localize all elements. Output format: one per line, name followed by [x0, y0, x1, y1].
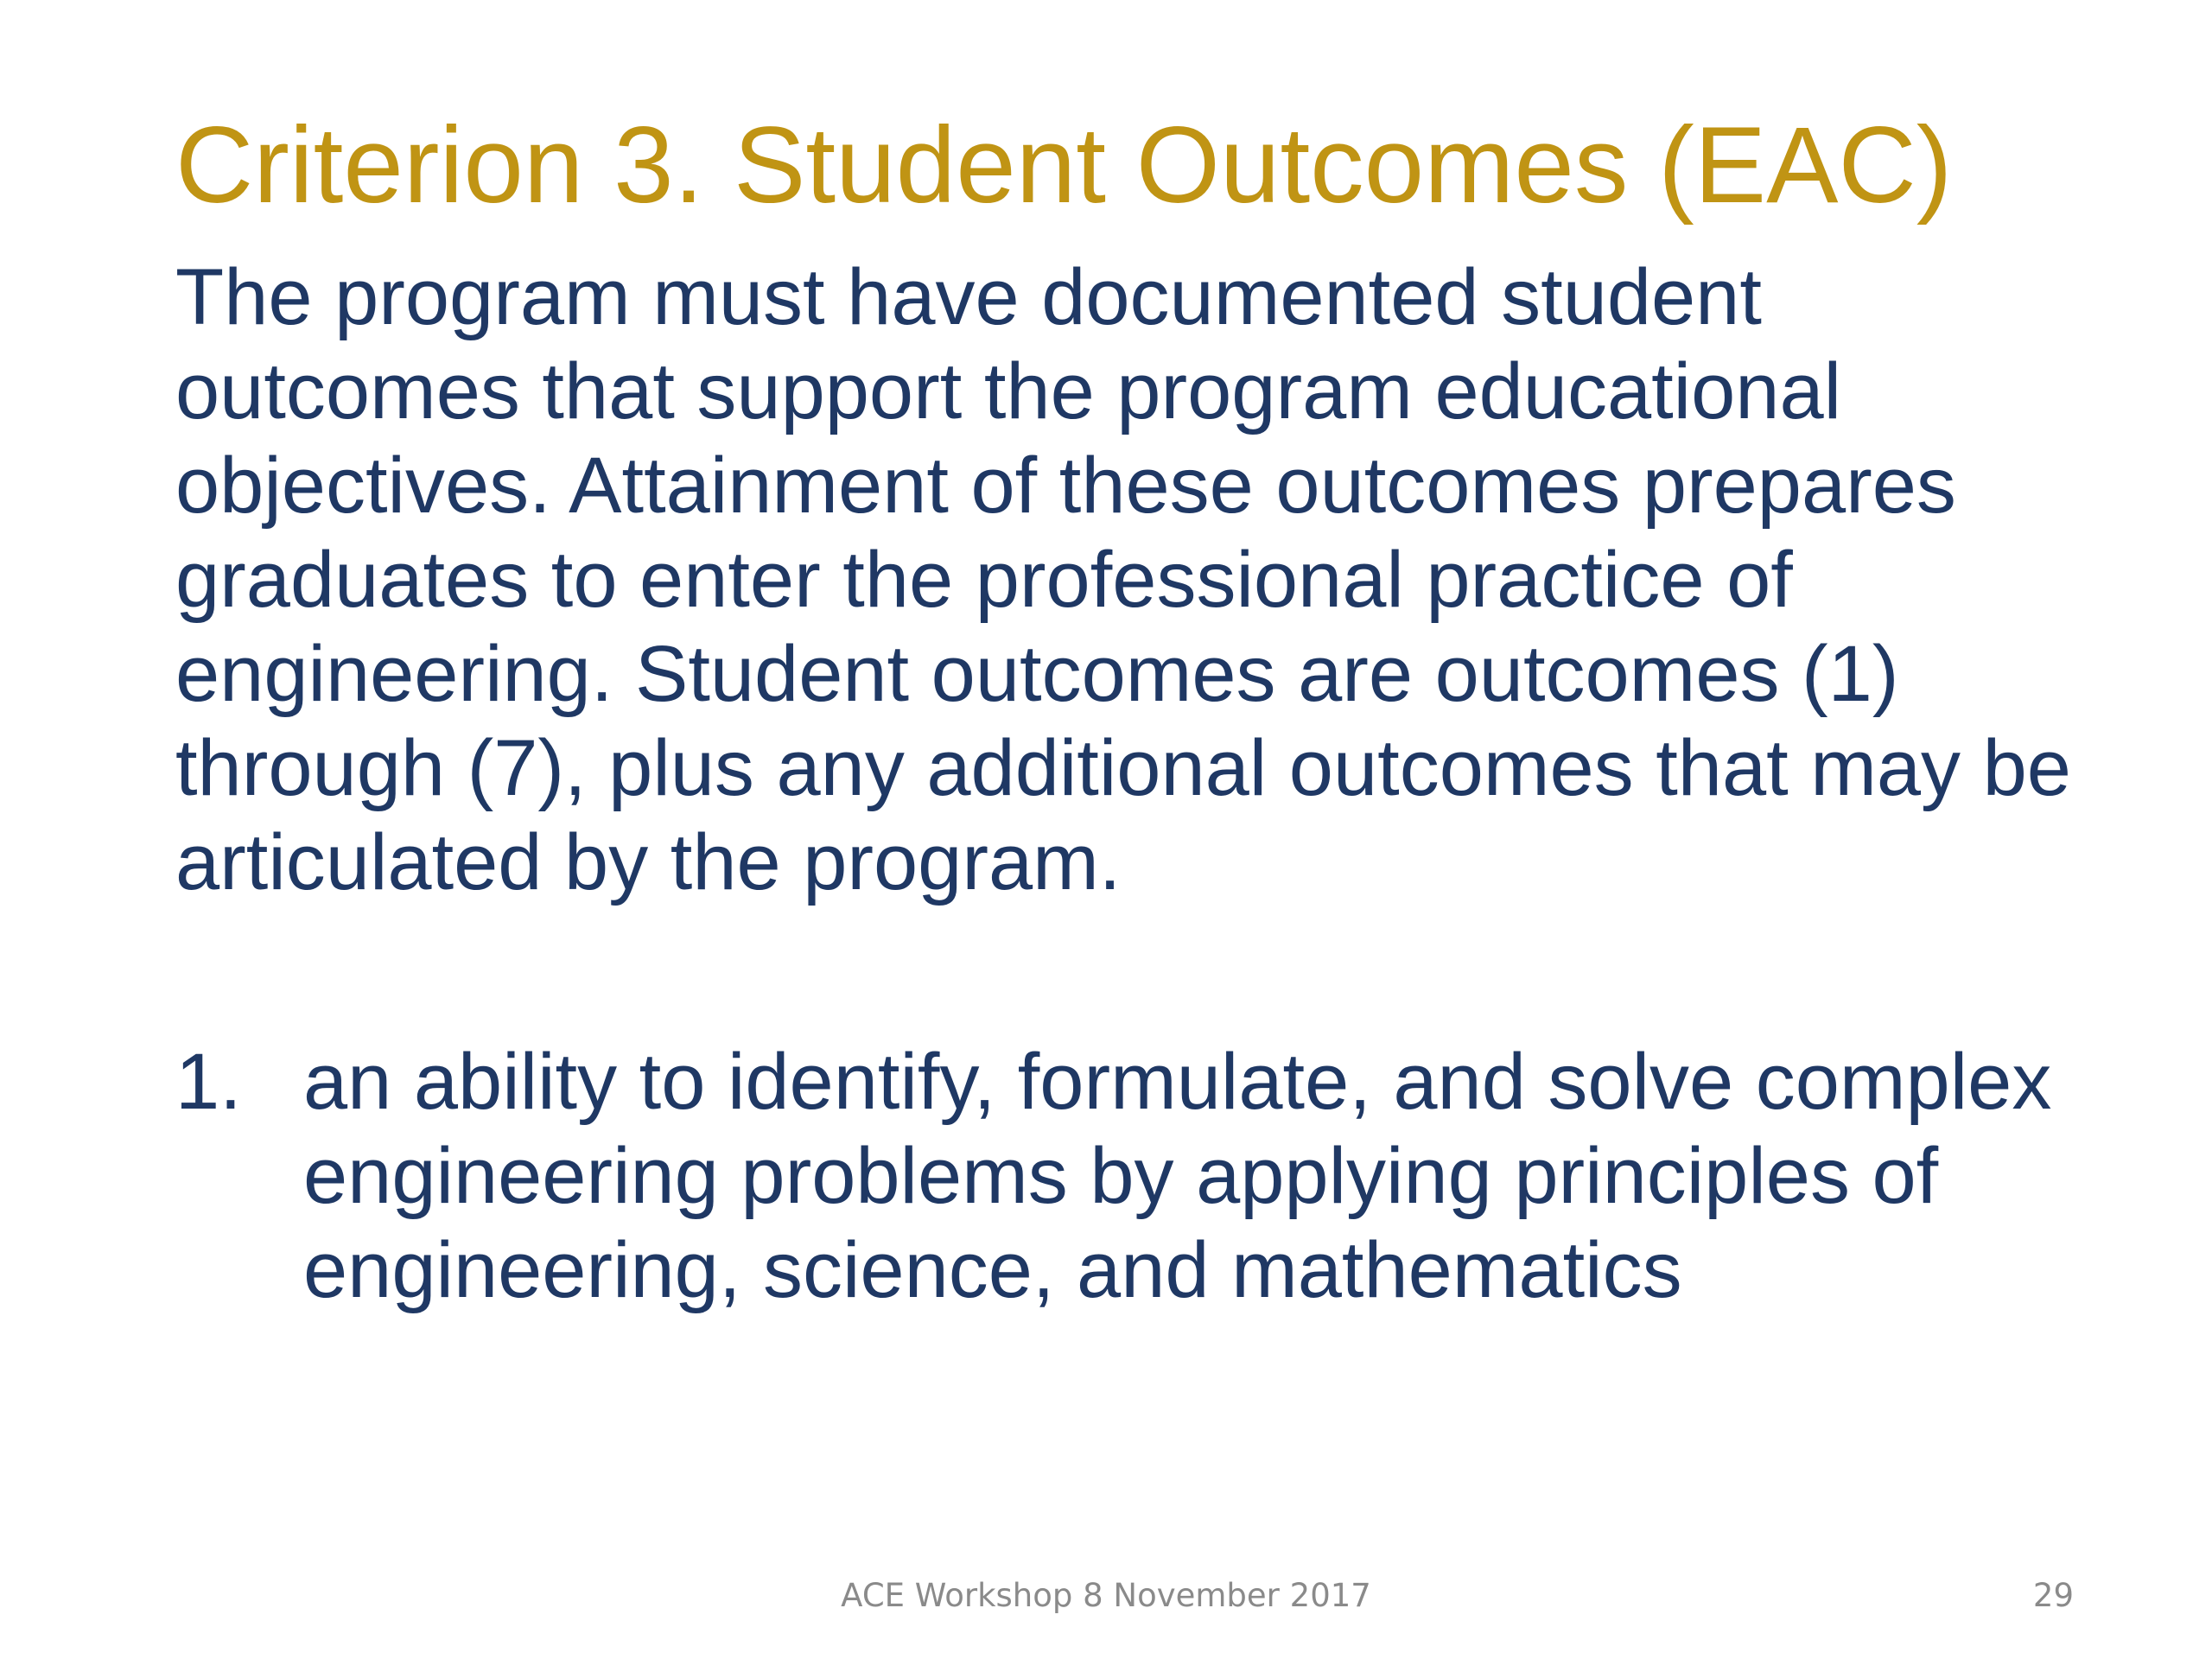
outcome-item — [175, 1035, 2076, 1318]
slide-title: Criterion 3. Student Outcomes (EAC) — [175, 105, 1953, 226]
outcome-number: 1. — [175, 1038, 242, 1126]
outcome-text: an ability to identify, formulate, and solve complex engineering problems by applying principles of engineering, science, and mathematics — [303, 1038, 2052, 1314]
slide-footer: ACE Workshop 8 November 2017 — [841, 1577, 1371, 1614]
slide-body — [175, 251, 2076, 910]
slide-number: 29 — [2032, 1577, 2074, 1614]
outcome-list — [175, 1035, 2076, 1318]
body-paragraph: The program must have documented student outcomes that support the program educational objectives. Attainment of these outcomes prepares graduates to enter the professional practice of engineering. Student outcomes are outcomes (1) through (7), plus any additional outcomes that may be articulated by the program. — [175, 253, 2071, 906]
